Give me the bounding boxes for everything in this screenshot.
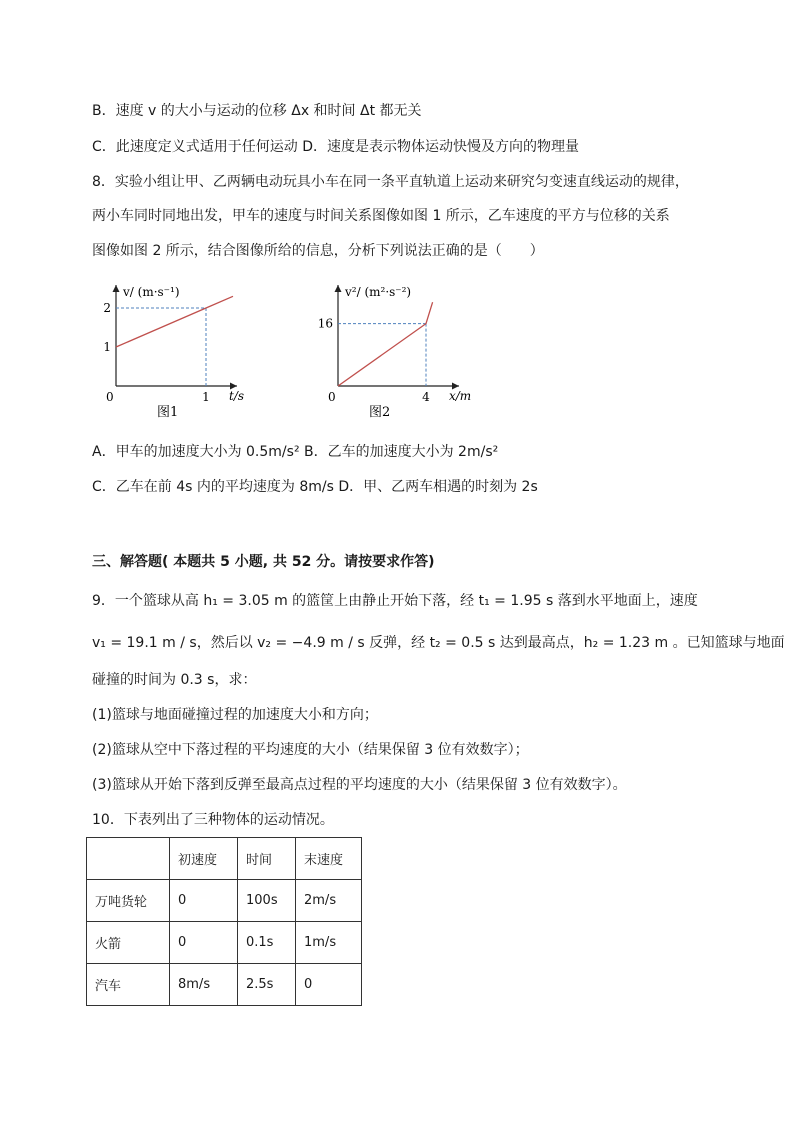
table-header-cell: 初速度 <box>170 838 238 880</box>
series-line <box>116 296 233 347</box>
table-cell: 100s <box>238 880 296 922</box>
table-cell: 火箭 <box>87 922 170 964</box>
origin-label: 0 <box>106 390 114 404</box>
option-cd-line: C．此速度定义式适用于任何运动 D．速度是表示物体运动快慢及方向的物理量 <box>92 139 580 155</box>
y-axis-label: v/ (m·s⁻¹) <box>123 285 180 299</box>
table-cell: 汽车 <box>87 964 170 1006</box>
table-cell: 2m/s <box>296 880 362 922</box>
question-9-part-3: (3)篮球从开始下落到反弹至最高点过程的平均速度的大小（结果保留 3 位有效数字）。 <box>92 777 627 793</box>
question-9-part-1: (1)篮球与地面碰撞过程的加速度大小和方向； <box>92 707 378 723</box>
table-cell: 8m/s <box>170 964 238 1006</box>
table-header-cell: 时间 <box>238 838 296 880</box>
figure-caption: 图1 <box>157 405 179 419</box>
question-10-stem: 10．下表列出了三种物体的运动情况。 <box>92 812 334 828</box>
question-9-part-2: (2)篮球从空中下落过程的平均速度的大小（结果保留 3 位有效数字）； <box>92 742 529 758</box>
y-axis-label: v²/ (m²·s⁻²) <box>345 285 412 299</box>
motion-table <box>86 837 362 1006</box>
x-tick-label: 1 <box>202 390 210 404</box>
y-tick-label: 16 <box>317 316 333 331</box>
table-cell: 0 <box>296 964 362 1006</box>
section-heading: 三、解答题( 本题共 5 小题, 共 52 分。请按要求作答) <box>92 554 435 570</box>
question-9-stem-1: 9．一个篮球从高 h₁ = 3.05 m 的篮筐上由静止开始下落，经 t₁ = 1.95 s 落到水平地面上，速度 <box>92 593 698 609</box>
figure-1-velocity-time-graph <box>92 279 252 419</box>
table-row <box>87 880 362 922</box>
question-9-stem-3: 碰撞的时间为 0.3 s，求： <box>92 672 257 688</box>
question-8-stem-2: 两小车同时同地出发，甲车的速度与时间关系图像如图 1 所示，乙车速度的平方与位移的关系 <box>92 208 670 224</box>
question-8-stem-1: 8．实验小组让甲、乙两辆电动玩具小车在同一条平直轨道上运动来研究匀变速直线运动的规律， <box>92 174 689 190</box>
y-tick-label: 2 <box>103 301 111 315</box>
table-cell: 2.5s <box>238 964 296 1006</box>
figure-caption: 图2 <box>369 405 391 419</box>
x-axis-label: t/s <box>229 389 245 403</box>
table-cell: 0 <box>170 922 238 964</box>
x-axis-label: x/m <box>449 389 472 403</box>
table-header-cell <box>87 838 170 880</box>
origin-label: 0 <box>328 390 336 404</box>
table-row <box>87 964 362 1006</box>
table-header-cell: 末速度 <box>296 838 362 880</box>
option-b-line: B．速度 v 的大小与运动的位移 Δx 和时间 Δt 都无关 <box>92 103 422 119</box>
table-row <box>87 922 362 964</box>
table-cell: 1m/s <box>296 922 362 964</box>
table-cell: 0 <box>170 880 238 922</box>
series-line <box>338 302 433 386</box>
options-ab-line: A．甲车的加速度大小为 0.5m/s² B．乙车的加速度大小为 2m/s² <box>92 444 499 460</box>
question-8-stem-3: 图像如图 2 所示，结合图像所给的信息，分析下列说法正确的是（ ） <box>92 243 544 259</box>
options-cd-line: C．乙车在前 4s 内的平均速度为 8m/s D．甲、乙两车相遇的时刻为 2s <box>92 479 538 495</box>
table-cell: 万吨货轮 <box>87 880 170 922</box>
question-9-stem-2: v₁ = 19.1 m / s，然后以 v₂ = −4.9 m / s 反弹，经 t₂ = 0.5 s 达到最高点，h₂ = 1.23 m 。已知篮球与地面 <box>92 635 785 651</box>
table-cell: 0.1s <box>238 922 296 964</box>
y-tick-label: 1 <box>103 340 111 354</box>
table-header-row <box>87 838 362 880</box>
figure-2-velocity-squared-displacement-graph <box>314 279 474 419</box>
x-tick-label: 4 <box>422 390 430 404</box>
